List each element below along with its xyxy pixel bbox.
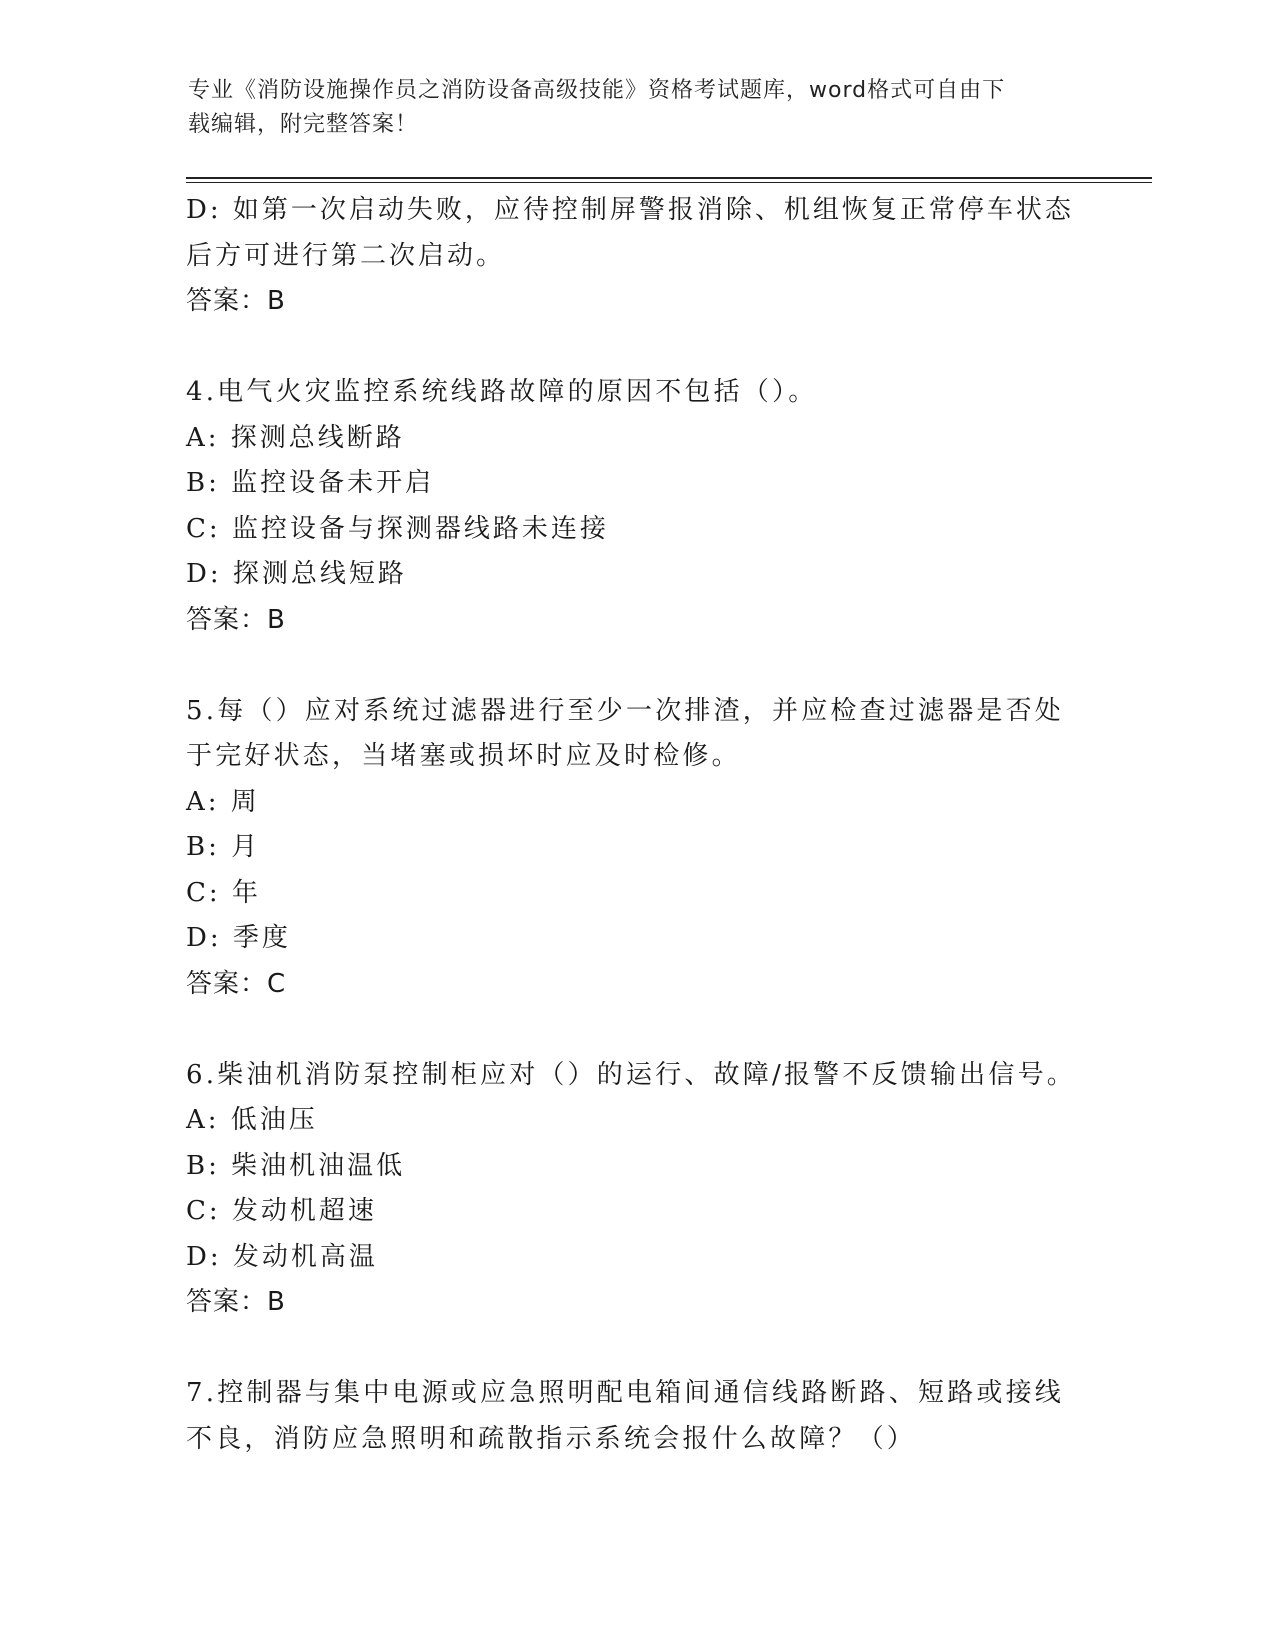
spacer: [186, 1007, 1086, 1053]
question-stem-continued: 不良，消防应急照明和疏散指示系统会报什么故障？（）: [186, 1423, 917, 1454]
option-a: A: 探测总线断路: [186, 422, 405, 453]
question-4: [186, 370, 1086, 643]
question-7: [186, 1371, 1086, 1462]
question-content: [186, 188, 1086, 1462]
question-3: [186, 188, 1086, 325]
answer: 答案：B: [186, 1287, 286, 1317]
question-5: [186, 689, 1086, 1008]
option-b: B: 月: [186, 832, 261, 862]
option-c: C: 年: [186, 877, 261, 908]
spacer: [186, 1326, 1086, 1372]
header-line-2: 载编辑，附完整答案！: [188, 112, 419, 137]
option-d: D: 探测总线短路: [186, 559, 407, 589]
header-line-1: 专业《消防设施操作员之消防设备高级技能》资格考试题库，word格式可自由下: [188, 78, 1006, 103]
answer: 答案：B: [186, 286, 286, 316]
question-stem: 4.电气火灾监控系统线路故障的原因不包括（）。: [186, 377, 818, 407]
spacer: [186, 643, 1086, 689]
answer: 答案：B: [186, 604, 286, 635]
option-b: B: 监控设备未开启: [186, 468, 435, 498]
option-d: D: 如第一次启动失败，应待控制屏警报消除、机组恢复正常停车状态: [186, 195, 1074, 225]
answer: 答案：C: [186, 968, 287, 999]
option-d: D: 发动机高温: [186, 1241, 378, 1272]
header-divider-thin: [186, 182, 1152, 183]
option-c: C: 发动机超速: [186, 1196, 377, 1226]
question-6: [186, 1053, 1086, 1326]
question-stem-continued: 于完好状态，当堵塞或损坏时应及时检修。: [186, 741, 741, 771]
option-a: A: 周: [186, 786, 260, 817]
option-d: D: 季度: [186, 923, 291, 953]
option-b: B: 柴油机油温低: [186, 1150, 406, 1181]
spacer: [186, 325, 1086, 371]
header-divider-thick: [186, 177, 1152, 179]
option-d-continued: 后方可进行第二次启动。: [186, 240, 506, 271]
page-header: [188, 74, 1068, 142]
question-stem: 5.每（）应对系统过滤器进行至少一次排渣，并应检查过滤器是否处: [186, 695, 1065, 726]
option-a: A: 低油压: [186, 1105, 318, 1135]
question-stem: 7.控制器与集中电源或应急照明配电箱间通信线路断路、短路或接线: [186, 1378, 1065, 1408]
question-stem: 6.柴油机消防泵控制柜应对（）的运行、故障/报警不反馈输出信号。: [186, 1059, 1076, 1090]
option-c: C: 监控设备与探测器线路未连接: [186, 513, 609, 544]
